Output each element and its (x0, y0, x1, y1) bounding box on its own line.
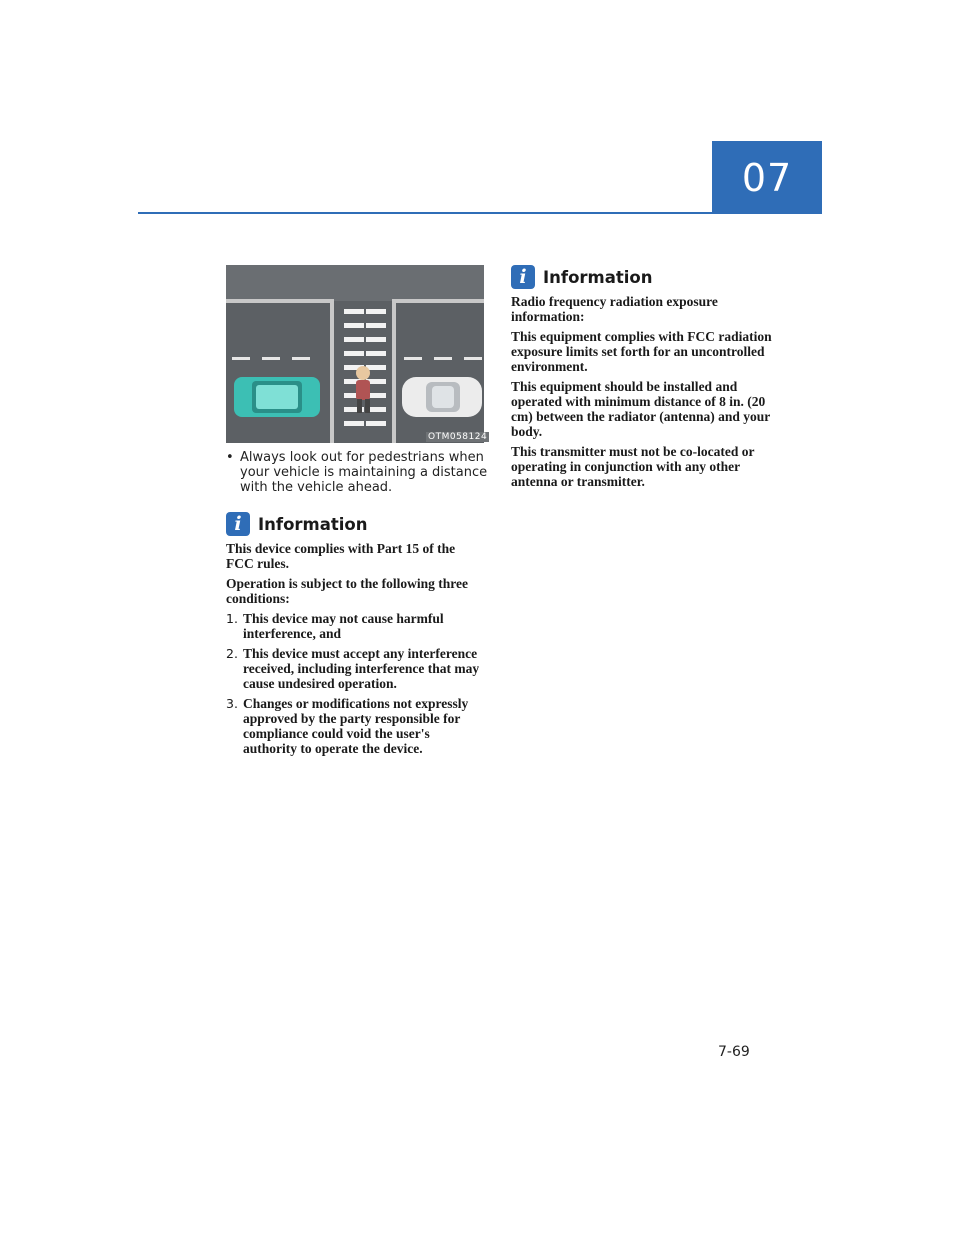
crosswalk-edge-left (330, 299, 334, 443)
list-item (226, 696, 484, 756)
info-icon: i (226, 512, 250, 536)
far-lane (226, 265, 484, 301)
chapter-tab: 07 (712, 141, 822, 214)
bullet-text: Always look out for pedestrians when your vehicle is maintaining a distance with the vehicle ahead. (240, 450, 488, 495)
list-text: Changes or modifications not expressly approved by the party responsible for compliance could void the user's authority to operate the device. (243, 696, 469, 756)
list-item (226, 646, 484, 691)
crosswalk-illustration (226, 265, 484, 443)
list-number: 3. (226, 696, 238, 711)
right-info-p2: This equipment complies with FCC radiation exposure limits set forth for an uncontrolled environment. (511, 329, 772, 374)
figure-code: OTM058124 (428, 432, 488, 442)
right-info-title: Information (543, 267, 653, 287)
page-number: 7-69 (718, 1044, 750, 1060)
curb-line-left (226, 299, 330, 303)
info-icon: i (511, 265, 535, 289)
list-number: 2. (226, 646, 238, 661)
list-text: This device must accept any interference received, including interference that may cause undesired operation. (243, 646, 480, 691)
right-info-body (511, 294, 773, 494)
list-text: This device may not cause harmful interference, and (243, 611, 444, 641)
right-info-p3: This equipment should be installed and operated with minimum distance of 8 in. (20 cm) between the radiator (antenna) and your body. (511, 379, 770, 439)
left-info-p2: Operation is subject to the following three conditions: (226, 576, 468, 606)
bullet-item (226, 450, 488, 495)
crosswalk-edge-right (392, 299, 396, 443)
list-number: 1. (226, 611, 238, 626)
left-info-p1: This device complies with Part 15 of the FCC rules. (226, 541, 456, 571)
curb-line-right (396, 299, 484, 303)
header-rule (138, 212, 712, 214)
teal-suv (234, 377, 320, 417)
left-info-body (226, 541, 484, 761)
white-sedan (402, 377, 482, 417)
left-info-heading (226, 512, 368, 536)
right-info-heading (511, 265, 653, 289)
left-info-title: Information (258, 514, 368, 534)
right-info-p4: This transmitter must not be co-located or operating in conjunction with any other antenna or transmitter. (511, 444, 755, 489)
list-item (226, 611, 484, 641)
right-info-p1: Radio frequency radiation exposure information: (511, 294, 718, 324)
bullet-dot: • (226, 450, 234, 465)
